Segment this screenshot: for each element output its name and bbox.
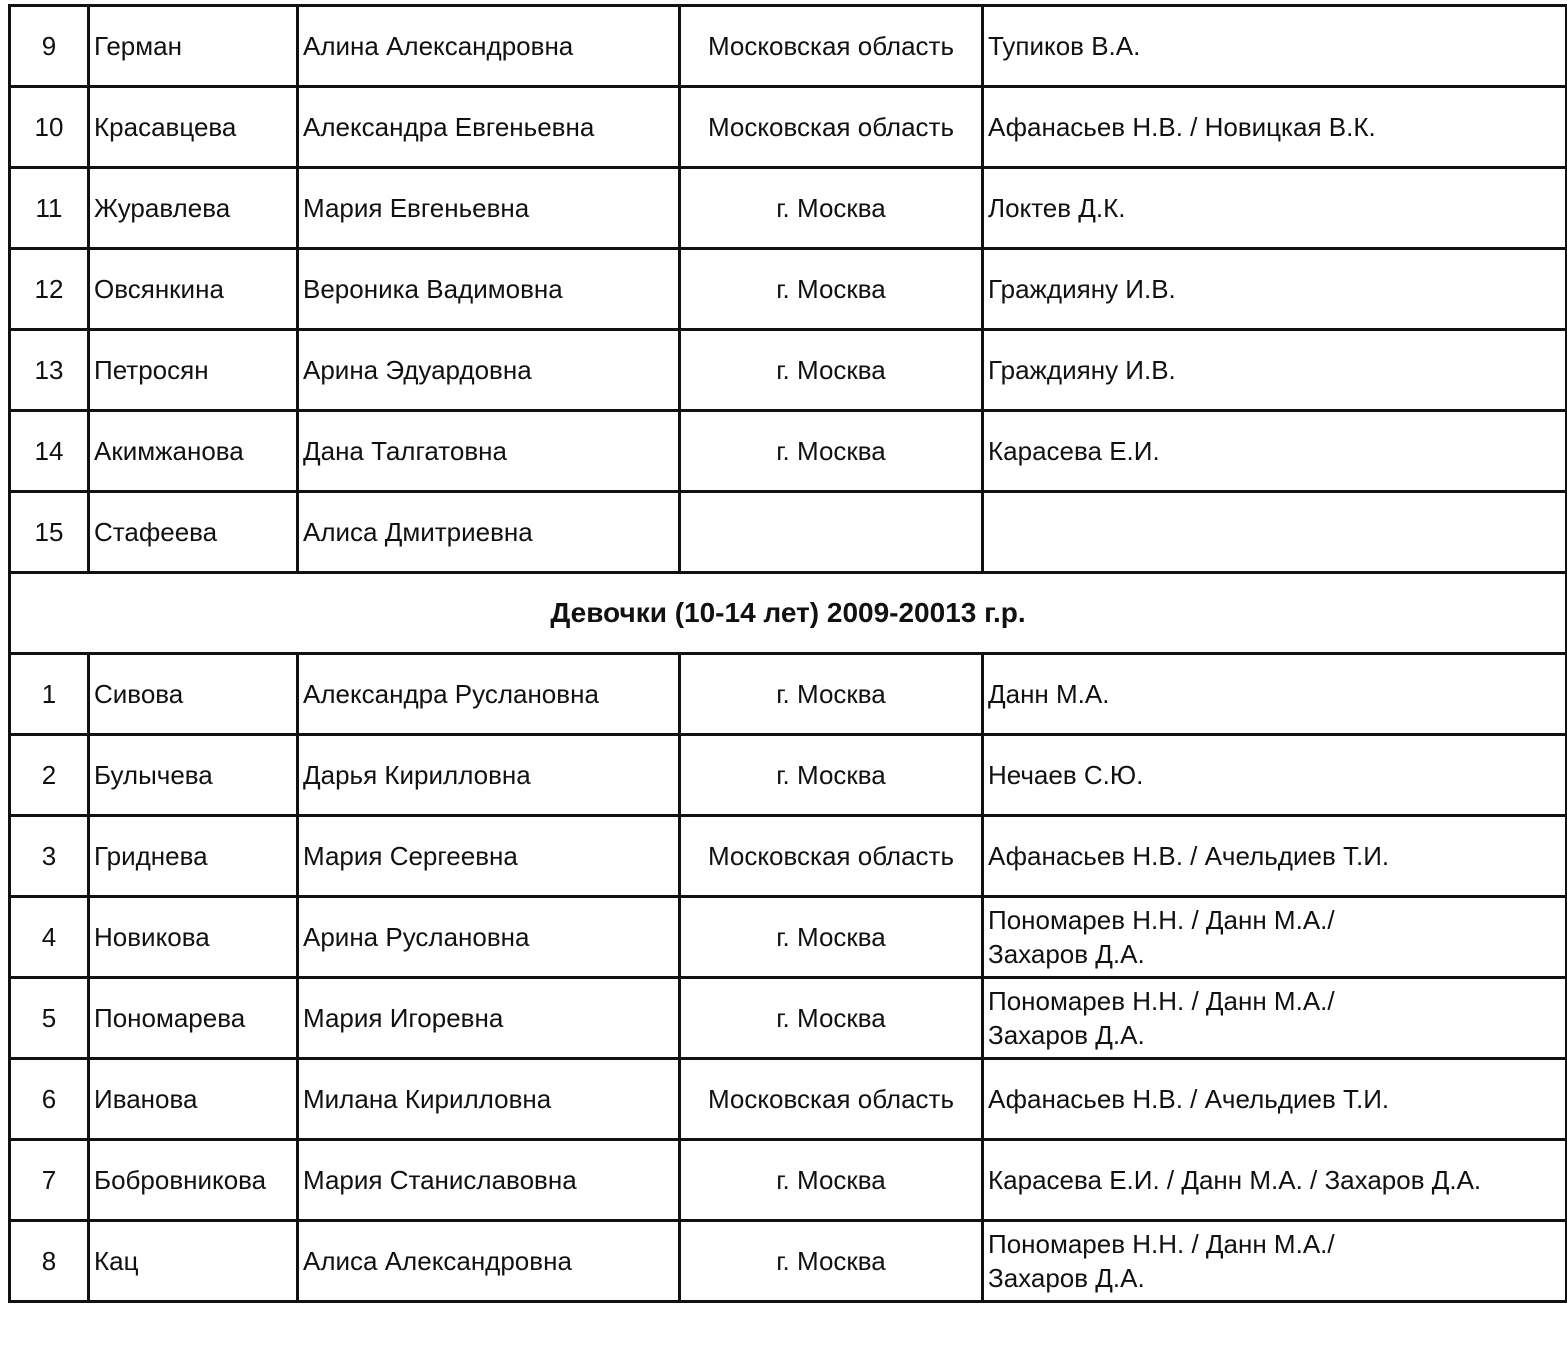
participant-region: г. Москва: [680, 1140, 983, 1221]
table-row: [10, 978, 1567, 1059]
participant-region: г. Москва: [680, 978, 983, 1059]
coach-line: Данн М.А.: [988, 679, 1110, 709]
participant-surname: Булычева: [89, 735, 298, 816]
row-number: 7: [10, 1140, 89, 1221]
participant-surname: Петросян: [89, 330, 298, 411]
participant-surname: Иванова: [89, 1059, 298, 1140]
participant-surname: Сивова: [89, 654, 298, 735]
participant-region: Московская область: [680, 1059, 983, 1140]
coach-line: Афанасьев Н.В. / Новицкая В.К.: [988, 112, 1376, 142]
coach-line: Пономарев Н.Н. / Данн М.А./: [988, 905, 1335, 935]
participant-given-names: Мария Игоревна: [298, 978, 680, 1059]
table-row: [10, 1221, 1567, 1302]
participant-coach: [983, 411, 1567, 492]
participant-region: г. Москва: [680, 897, 983, 978]
table-row: [10, 330, 1567, 411]
participant-region: г. Москва: [680, 735, 983, 816]
participant-coach: [983, 1059, 1567, 1140]
row-number: 11: [10, 168, 89, 249]
participant-given-names: Арина Эдуардовна: [298, 330, 680, 411]
participant-given-names: Милана Кирилловна: [298, 1059, 680, 1140]
coach-line: Афанасьев Н.В. / Ачельдиев Т.И.: [988, 841, 1390, 871]
row-number: 14: [10, 411, 89, 492]
row-number: 4: [10, 897, 89, 978]
participant-given-names: Мария Сергеевна: [298, 816, 680, 897]
participant-given-names: Дана Талгатовна: [298, 411, 680, 492]
participant-surname: Гриднева: [89, 816, 298, 897]
participant-surname: Стафеева: [89, 492, 298, 573]
participant-coach: [983, 654, 1567, 735]
coach-line: Тупиков В.А.: [988, 31, 1141, 61]
participant-coach: [983, 87, 1567, 168]
row-number: 1: [10, 654, 89, 735]
coach-line: Захаров Д.А.: [988, 1020, 1145, 1050]
participant-region: Московская область: [680, 816, 983, 897]
row-number: 15: [10, 492, 89, 573]
participant-coach: [983, 330, 1567, 411]
coach-line: Нечаев С.Ю.: [988, 760, 1144, 790]
participant-coach: [983, 249, 1567, 330]
participant-given-names: Алиса Дмитриевна: [298, 492, 680, 573]
table-row: [10, 654, 1567, 735]
participant-given-names: Мария Евгеньевна: [298, 168, 680, 249]
participant-region: г. Москва: [680, 654, 983, 735]
participant-given-names: Дарья Кирилловна: [298, 735, 680, 816]
section-title: Девочки (10-14 лет) 2009-20013 г.р.: [10, 573, 1567, 654]
participant-surname: Овсянкина: [89, 249, 298, 330]
participant-surname: Пономарева: [89, 978, 298, 1059]
participant-coach: [983, 816, 1567, 897]
coach-line: Пономарев Н.Н. / Данн М.А./: [988, 986, 1335, 1016]
participant-coach: [983, 6, 1567, 87]
coach-line: Граждияну И.В.: [988, 274, 1176, 304]
participant-given-names: Арина Руслановна: [298, 897, 680, 978]
participant-given-names: Вероника Вадимовна: [298, 249, 680, 330]
participant-surname: Герман: [89, 6, 298, 87]
row-number: 2: [10, 735, 89, 816]
participants-sheet: [8, 4, 1565, 1303]
participant-surname: Акимжанова: [89, 411, 298, 492]
row-number: 12: [10, 249, 89, 330]
row-number: 6: [10, 1059, 89, 1140]
row-number: 3: [10, 816, 89, 897]
participant-surname: Журавлева: [89, 168, 298, 249]
participant-given-names: Александра Руслановна: [298, 654, 680, 735]
participant-given-names: Алиса Александровна: [298, 1221, 680, 1302]
row-number: 8: [10, 1221, 89, 1302]
table-row: [10, 897, 1567, 978]
participant-region: г. Москва: [680, 168, 983, 249]
participant-region: г. Москва: [680, 330, 983, 411]
participant-coach: [983, 897, 1567, 978]
participant-region: г. Москва: [680, 249, 983, 330]
coach-line: Захаров Д.А.: [988, 1263, 1145, 1293]
coach-line: Афанасьев Н.В. / Ачельдиев Т.И.: [988, 1084, 1390, 1114]
coach-line: Пономарев Н.Н. / Данн М.А./: [988, 1229, 1335, 1259]
row-number: 5: [10, 978, 89, 1059]
participant-coach: [983, 1140, 1567, 1221]
participant-given-names: Алина Александровна: [298, 6, 680, 87]
participant-coach: [983, 1221, 1567, 1302]
coach-line: Граждияну И.В.: [988, 355, 1176, 385]
table-row: [10, 87, 1567, 168]
participant-region: Московская область: [680, 6, 983, 87]
table-row: [10, 816, 1567, 897]
table-row: [10, 249, 1567, 330]
participant-coach: [983, 168, 1567, 249]
participant-region: Московская область: [680, 87, 983, 168]
participant-given-names: Александра Евгеньевна: [298, 87, 680, 168]
table-row: [10, 411, 1567, 492]
participant-region: [680, 492, 983, 573]
coach-line: Карасева Е.И. / Данн М.А. / Захаров Д.А.: [988, 1165, 1482, 1195]
coach-line: Карасева Е.И.: [988, 436, 1160, 466]
participant-coach: [983, 735, 1567, 816]
participant-surname: Кац: [89, 1221, 298, 1302]
participant-region: г. Москва: [680, 1221, 983, 1302]
participant-given-names: Мария Станиславовна: [298, 1140, 680, 1221]
participant-surname: Красавцева: [89, 87, 298, 168]
participant-coach: [983, 492, 1567, 573]
participant-surname: Бобровникова: [89, 1140, 298, 1221]
table-row: [10, 492, 1567, 573]
table-row: [10, 168, 1567, 249]
participants-table-body: [10, 6, 1567, 1302]
coach-line: Захаров Д.А.: [988, 939, 1145, 969]
participant-surname: Новикова: [89, 897, 298, 978]
section-header-row: [10, 573, 1567, 654]
table-row: [10, 735, 1567, 816]
row-number: 9: [10, 6, 89, 87]
table-row: [10, 1059, 1567, 1140]
row-number: 10: [10, 87, 89, 168]
coach-line: Локтев Д.К.: [988, 193, 1126, 223]
table-row: [10, 6, 1567, 87]
participant-region: г. Москва: [680, 411, 983, 492]
table-row: [10, 1140, 1567, 1221]
row-number: 13: [10, 330, 89, 411]
participant-coach: [983, 978, 1567, 1059]
participants-table: [8, 4, 1567, 1303]
